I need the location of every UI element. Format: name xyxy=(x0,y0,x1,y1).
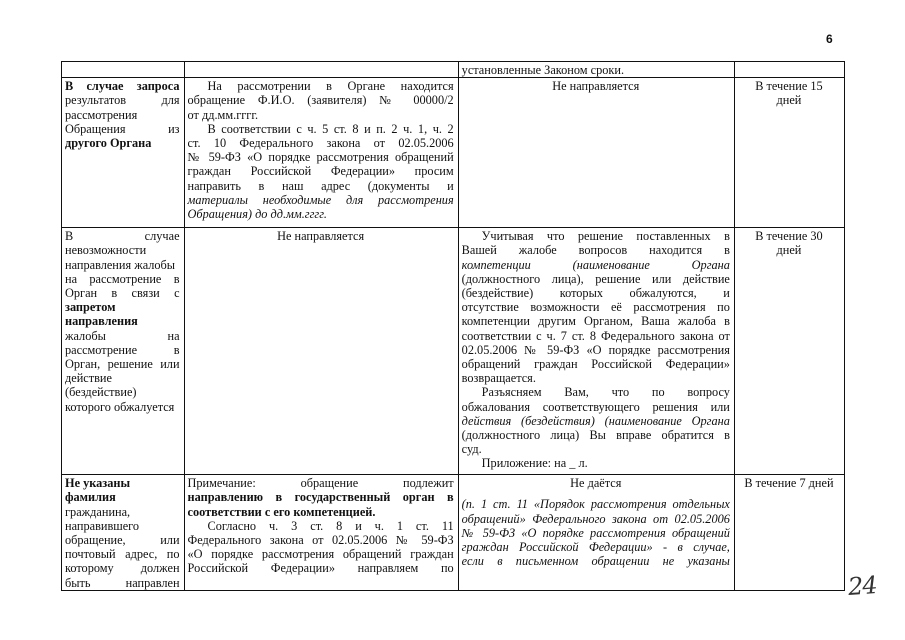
cell-line: (должностного лица), решение или действие xyxy=(461,271,730,286)
table-row xyxy=(62,228,845,475)
cell-line: ст. 10 Федерального закона от 02.05.2006 xyxy=(187,136,454,151)
cell-line: запретом xyxy=(65,300,116,315)
cell-line: граждан Российской Федерации» - в случае, xyxy=(461,540,730,555)
cell-line: на рассмотрение в xyxy=(65,271,180,286)
cell-line: Обращения из xyxy=(65,121,180,136)
cell-line: обращение, или xyxy=(65,533,180,548)
cell-line: На рассмотрении в Органе находится xyxy=(207,79,454,94)
table-cell xyxy=(184,62,458,78)
page-number: 6 xyxy=(826,32,833,46)
cell-line: Согласно ч. 3 ст. 8 и ч. 1 ст. 11 xyxy=(207,518,454,533)
cell-line: № 59-ФЗ «О порядке рассмотрения обращений xyxy=(187,150,454,165)
cell-line: обращений» Федерального закона от 02.05.2006 xyxy=(461,511,730,526)
table-cell xyxy=(734,78,844,228)
cell-line: (бездействие) которых обжалуются, и xyxy=(461,286,730,301)
cell-line: направлению в государственный орган в xyxy=(187,490,454,505)
cell-text: Не направляется xyxy=(277,229,365,244)
cell-line: которому должен xyxy=(65,561,180,576)
cell-line: которого обжалуется xyxy=(65,399,175,414)
cell-line: В течение 30 xyxy=(755,229,823,244)
table-cell xyxy=(184,475,458,591)
handwritten-page-mark: 24 xyxy=(847,571,878,601)
table-cell xyxy=(184,78,458,228)
table-cell xyxy=(458,228,734,475)
cell-line: компетенции другим Органом, Ваша жалоба в xyxy=(461,314,730,329)
cell-line: Федерального закона от 02.05.2006 № 59-ФЗ xyxy=(187,533,454,548)
table-cell xyxy=(734,228,844,475)
table-cell xyxy=(62,228,185,475)
cell-line: Примечание: обращение подлежит xyxy=(187,476,454,491)
cell-line: № 59-ФЗ «О порядке рассмотрения обращений xyxy=(461,525,730,540)
cell-line: обращение Ф.И.О. (заявителя) № 00000/2 xyxy=(187,93,454,108)
cell-line: суд. xyxy=(461,442,482,457)
cell-line: Российской Федерации» направляем по xyxy=(187,561,454,576)
cell-line: Орган в связи с xyxy=(65,286,180,301)
table-cell xyxy=(458,475,734,591)
cell-line: Обращения) до дд.мм.гггг. xyxy=(187,207,327,222)
cell-line: быть направлен xyxy=(65,575,180,590)
cell-line: соответствии с его компетенцией. xyxy=(187,504,376,519)
cell-line: В течение 15 xyxy=(755,79,823,94)
cell-line: направления xyxy=(65,314,138,329)
cell-line: Учитывая что решение поставленных в xyxy=(481,229,730,244)
table-cell xyxy=(62,62,185,78)
table-row xyxy=(62,62,845,78)
cell-line: обращений граждан Российской Федерации» xyxy=(461,357,730,372)
table-row xyxy=(62,475,845,591)
cell-line: жалобы на xyxy=(65,328,180,343)
table-cell xyxy=(62,78,185,228)
table-cell xyxy=(184,228,458,475)
table-cell xyxy=(62,475,185,591)
table-cell xyxy=(734,62,844,78)
cell-text: Не направляется xyxy=(552,79,640,94)
cell-text: В течение 7 дней xyxy=(744,476,834,491)
cell-line: граждан Российской Федерации» просим xyxy=(187,164,454,179)
cell-line: Не даётся xyxy=(570,476,622,491)
cell-line: обжалования соответствующего решения или xyxy=(461,399,730,414)
cell-line: гражданина, xyxy=(65,504,131,519)
cell-line: материалы необходимые для рассмотрения xyxy=(187,192,454,207)
cell-line: дней xyxy=(776,93,802,108)
table-cell xyxy=(458,62,734,78)
cell-line: невозможности xyxy=(65,243,147,258)
cell-line: действие xyxy=(65,371,112,386)
cell-line: результатов для xyxy=(65,93,180,108)
cell-line: действия (бездействия) (наименование Органа xyxy=(461,413,730,428)
cell-line: В случае xyxy=(65,229,180,244)
cell-line: направления жалобы xyxy=(65,257,176,272)
cell-line: В соответствии с ч. 5 ст. 8 и п. 2 ч. 1, ч. 2 xyxy=(207,121,454,136)
table-cell xyxy=(458,78,734,228)
spacer xyxy=(462,490,730,497)
cell-line: соответствии с ч. 7 ст. 8 Федерального закона от xyxy=(461,328,730,343)
cell-line: дней xyxy=(776,243,802,258)
cell-line: (бездействие) xyxy=(65,385,137,400)
cell-line: Приложение: на _ л. xyxy=(481,456,588,471)
cell-line: Орган, решение или xyxy=(65,357,180,372)
cell-line: (п. 1 ст. 11 «Порядок рассмотрения отдельных xyxy=(461,497,730,512)
cell-line: Разъясняем Вам, что по вопросу xyxy=(481,385,730,400)
cell-line: «О порядке рассмотрения обращений граждан xyxy=(187,547,454,562)
cell-line: компетенции (наименование Органа xyxy=(461,257,730,272)
cell-line: почтовый адрес, по xyxy=(65,547,180,562)
cell-text: установленные Законом сроки. xyxy=(461,63,625,77)
cell-line: Не указаны фамилия xyxy=(65,476,131,505)
table-cell xyxy=(734,475,844,591)
cell-line: другого Органа xyxy=(65,136,152,151)
cell-line: Вашей жалобе вопросов находится в xyxy=(461,243,730,258)
cell-line: если в письменном обращении не указаны xyxy=(461,554,730,569)
cell-line: направившего xyxy=(65,518,140,533)
cell-line: 02.05.2006 № 59-ФЗ «О порядке рассмотрения xyxy=(461,342,730,357)
table-row xyxy=(62,78,845,228)
cell-line: направить в наш адрес (документы и xyxy=(187,178,454,193)
cell-line: рассмотрение в xyxy=(65,342,180,357)
procedures-table xyxy=(61,61,845,591)
cell-line: (должностного лица) Вы вправе обратится в xyxy=(461,428,730,443)
cell-line: возвращается. xyxy=(461,371,536,386)
cell-line: В случае запроса xyxy=(65,79,180,94)
cell-line: отсутствие возможности её рассмотрения по xyxy=(461,300,730,315)
cell-line: рассмотрения xyxy=(65,107,138,122)
cell-line: от дд.мм.гггг. xyxy=(187,107,259,122)
